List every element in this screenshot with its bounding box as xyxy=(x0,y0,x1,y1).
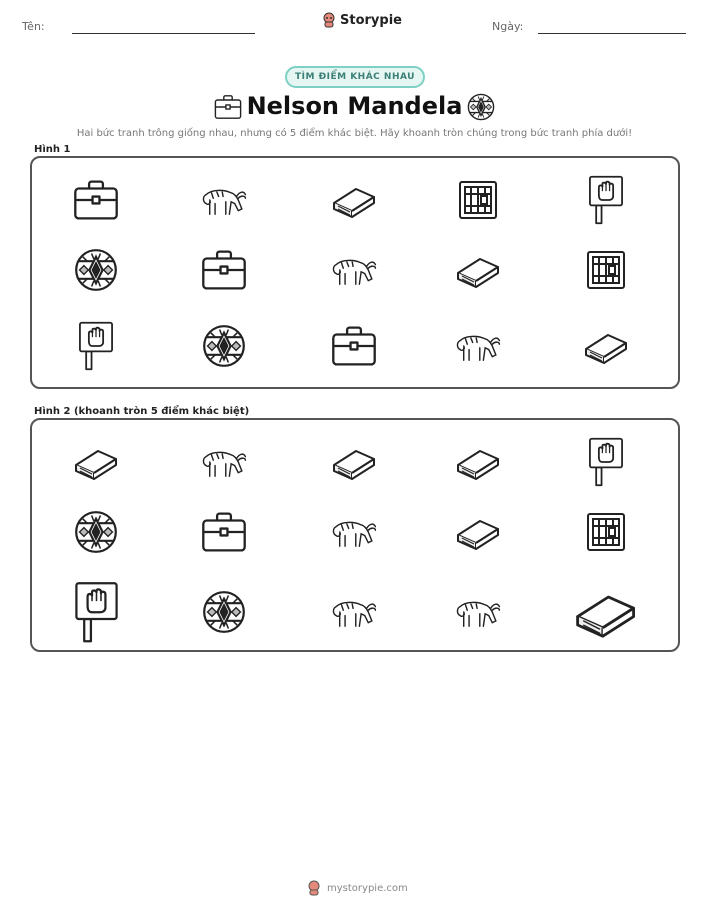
ox-icon[interactable] xyxy=(329,513,379,551)
briefcase-icon[interactable] xyxy=(201,249,247,291)
book-icon[interactable] xyxy=(454,511,502,553)
panel1-label: Hình 1 xyxy=(34,144,71,155)
briefcase-icon[interactable] xyxy=(331,325,377,367)
prison-door-icon[interactable] xyxy=(586,512,626,552)
picture-panel-2 xyxy=(30,418,680,652)
book-icon[interactable] xyxy=(72,441,120,483)
panel2-label: Hình 2 (khoanh tròn 5 điểm khác biệt) xyxy=(34,406,250,417)
footer xyxy=(307,880,408,896)
fist-sign-icon[interactable] xyxy=(78,321,114,371)
ox-icon[interactable] xyxy=(199,443,249,481)
book-icon[interactable] xyxy=(582,325,630,367)
shield-icon[interactable] xyxy=(74,248,118,292)
briefcase-icon[interactable] xyxy=(201,511,247,553)
title-shield-icon xyxy=(467,93,495,125)
ox-icon[interactable] xyxy=(329,593,379,631)
ox-icon[interactable] xyxy=(199,181,249,219)
name-line[interactable] xyxy=(72,33,255,34)
brand-name: Storypie xyxy=(340,12,402,28)
storypie-mascot-icon xyxy=(307,880,321,896)
date-label: Ngày: xyxy=(492,20,524,33)
worksheet-tag: TÌM ĐIỂM KHÁC NHAU xyxy=(285,66,425,88)
brand-logo xyxy=(322,12,402,28)
prison-door-icon[interactable] xyxy=(458,180,498,220)
book-icon[interactable] xyxy=(330,441,378,483)
book-icon[interactable] xyxy=(454,249,502,291)
storypie-mascot-icon xyxy=(322,12,336,28)
ox-icon[interactable] xyxy=(453,327,503,365)
shield-icon[interactable] xyxy=(202,324,246,368)
footer-site: mystorypie.com xyxy=(327,882,408,894)
page-title: Nelson Mandela xyxy=(246,92,463,120)
fist-sign-icon[interactable] xyxy=(588,175,624,225)
briefcase-icon[interactable] xyxy=(73,179,119,221)
title-briefcase-icon xyxy=(214,94,242,124)
name-label: Tên: xyxy=(22,20,45,33)
fist-sign-icon[interactable] xyxy=(74,581,119,644)
book-icon[interactable] xyxy=(572,583,639,642)
shield-icon[interactable] xyxy=(74,510,118,554)
instructions: Hai bức tranh trông giống nhau, nhưng có 5 điểm khác biệt. Hãy khoanh tròn chúng trong bức tranh phía dưới! xyxy=(76,128,633,139)
fist-sign-icon[interactable] xyxy=(588,437,624,487)
prison-door-icon[interactable] xyxy=(586,250,626,290)
book-icon[interactable] xyxy=(330,179,378,221)
book-icon[interactable] xyxy=(454,441,502,483)
picture-panel-1 xyxy=(30,156,680,389)
shield-icon[interactable] xyxy=(202,590,246,634)
ox-icon[interactable] xyxy=(329,251,379,289)
ox-icon[interactable] xyxy=(453,593,503,631)
date-line[interactable] xyxy=(538,33,686,34)
